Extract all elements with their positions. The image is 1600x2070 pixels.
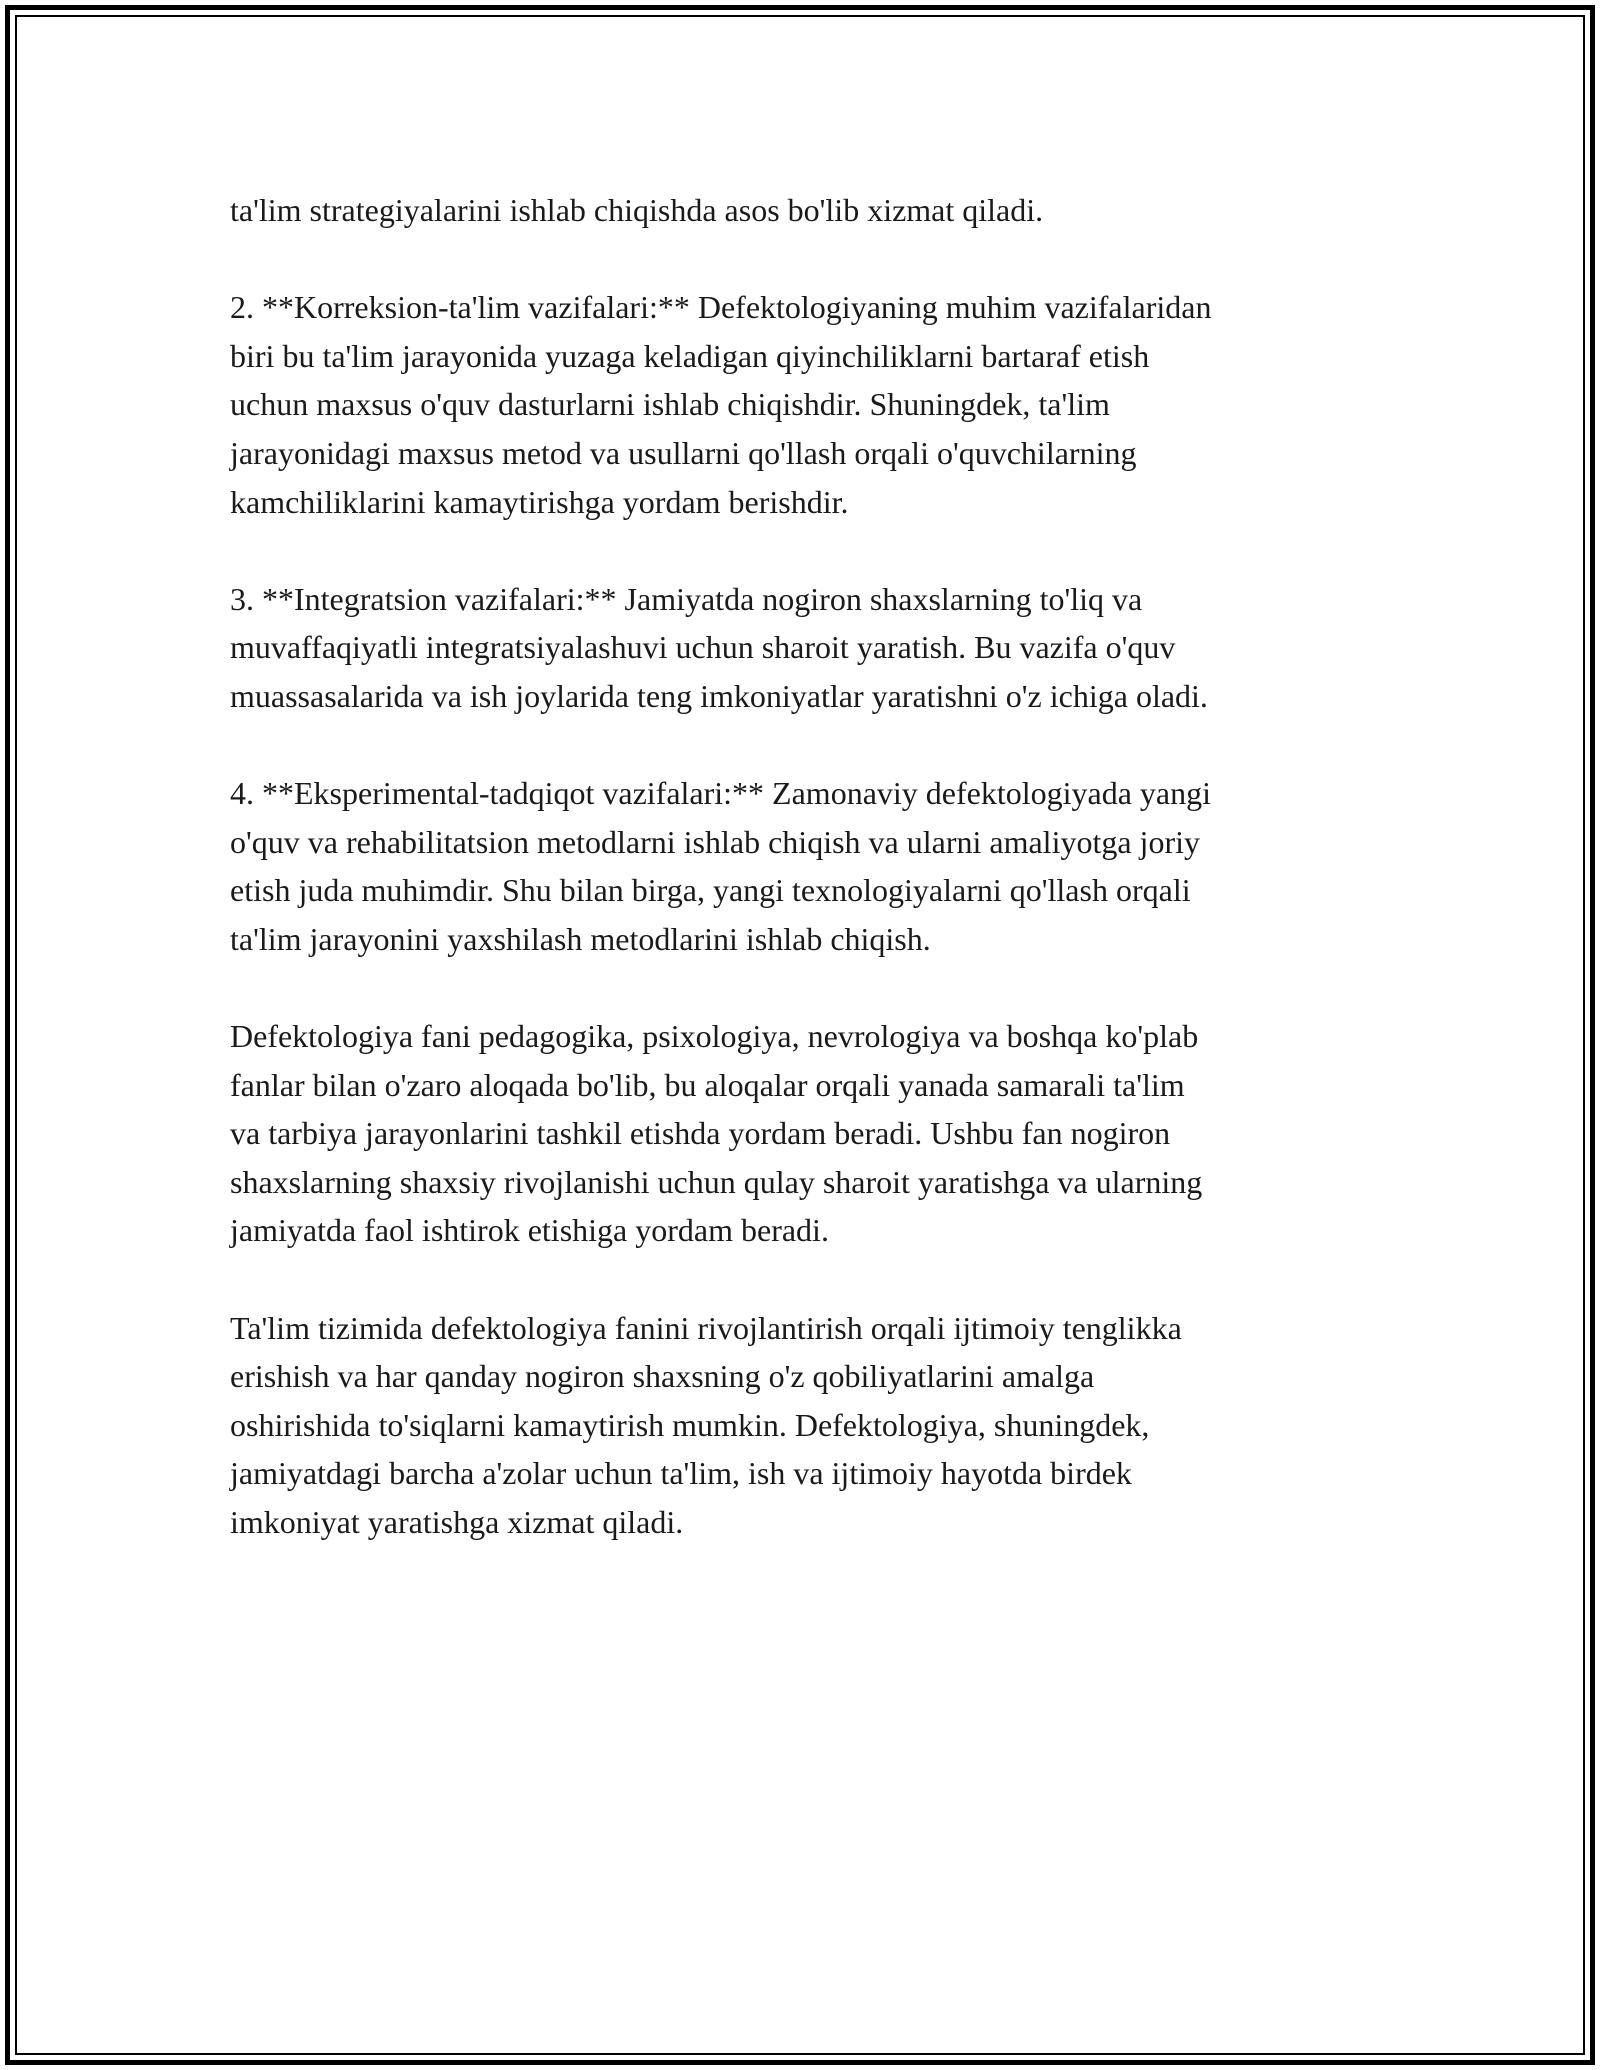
- text-line: imkoniyat yaratishga xizmat qiladi.: [230, 1504, 684, 1541]
- text-line: uchun maxsus o'quv dasturlarni ishlab chiqishdir. Shuningdek, ta'lim: [230, 386, 1110, 423]
- paragraph-research-tasks: [230, 769, 1410, 963]
- paragraph-conclusion: [230, 1304, 1410, 1547]
- text-line: jamiyatdagi barcha a'zolar uchun ta'lim, ish va ijtimoiy hayotda birdek: [230, 1455, 1132, 1492]
- text-line: kamchiliklarini kamaytirishga yordam berishdir.: [230, 483, 849, 520]
- text-line: ta'lim strategiyalarini ishlab chiqishda asos bo'lib xizmat qiladi.: [230, 192, 1044, 228]
- text-line: jarayonidagi maxsus metod va usullarni qo'llash orqali o'quvchilarning: [230, 434, 1137, 471]
- text-line: shaxslarning shaxsiy rivojlanishi uchun qulay sharoit yaratishga va ularning: [230, 1163, 1203, 1200]
- paragraph-interdisciplinary: [230, 1012, 1410, 1255]
- text-line: 4. **Eksperimental-tadqiqot vazifalari:** Zamonaviy defektologiyada yangi: [230, 775, 1212, 812]
- document-body: [230, 186, 1410, 1547]
- text-line: va tarbiya jarayonlarini tashkil etishda yordam beradi. Ushbu fan nogiron: [230, 1115, 1171, 1152]
- text-line: muvaffaqiyatli integratsiyalashuvi uchun sharoit yaratish. Bu vazifa o'quv: [230, 629, 1176, 666]
- text-line: biri bu ta'lim jarayonida yuzaga keladigan qiyinchiliklarni bartaraf etish: [230, 337, 1150, 374]
- text-line: jamiyatda faol ishtirok etishiga yordam beradi.: [230, 1212, 829, 1249]
- text-line: 3. **Integratsion vazifalari:** Jamiyatda nogiron shaxslarning to'liq va: [230, 580, 1143, 617]
- text-line: etish juda muhimdir. Shu bilan birga, yangi texnologiyalarni qo'llash orqali: [230, 872, 1191, 909]
- paragraph-correction-tasks: [230, 283, 1410, 526]
- text-line: fanlar bilan o'zaro aloqada bo'lib, bu aloqalar orqali yanada samarali ta'lim: [230, 1066, 1185, 1103]
- paragraph-integration-tasks: [230, 575, 1410, 721]
- text-line: o'quv va rehabilitatsion metodlarni ishlab chiqish va ularni amaliyotga joriy: [230, 823, 1200, 860]
- text-line: oshirishida to'siqlarni kamaytirish mumkin. Defektologiya, shuningdek,: [230, 1406, 1150, 1443]
- text-line: Ta'lim tizimida defektologiya fanini rivojlantirish orqali ijtimoiy tenglikka: [230, 1309, 1182, 1346]
- text-line: 2. **Korreksion-ta'lim vazifalari:** Defektologiyaning muhim vazifalaridan: [230, 289, 1212, 326]
- text-line: ta'lim jarayonini yaxshilash metodlarini ishlab chiqish.: [230, 920, 931, 957]
- text-line: muassasalarida va ish joylarida teng imkoniyatlar yaratishni o'z ichiga oladi.: [230, 677, 1208, 714]
- text-line: erishish va har qanday nogiron shaxsning o'z qobiliyatlarini amalga: [230, 1358, 1095, 1395]
- paragraph-intro-continuation: [230, 186, 1410, 235]
- text-line: Defektologiya fani pedagogika, psixologiya, nevrologiya va boshqa ko'plab: [230, 1018, 1199, 1055]
